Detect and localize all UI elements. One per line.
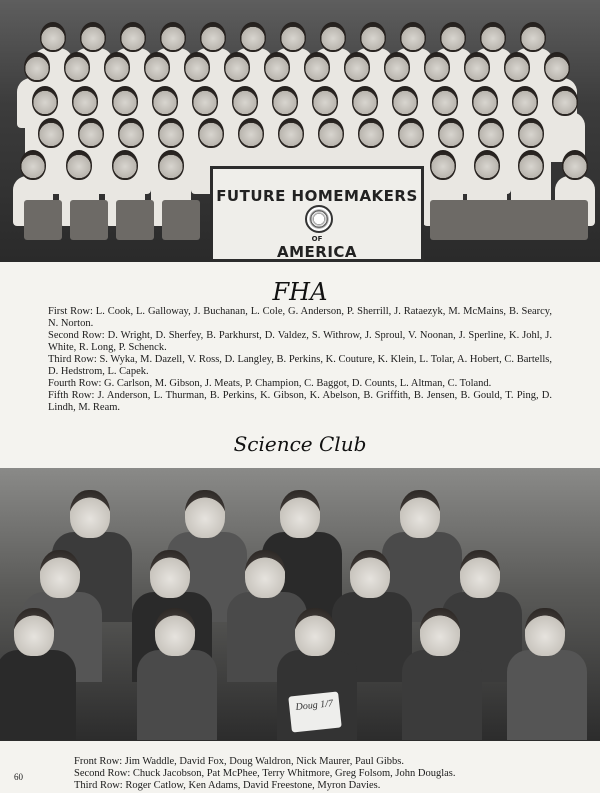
fha-member-skirt bbox=[24, 200, 62, 240]
fha-member-head bbox=[544, 52, 570, 82]
fha-member-head bbox=[312, 86, 338, 116]
fha-member-skirt bbox=[162, 200, 200, 240]
science-member-head bbox=[420, 608, 460, 656]
science-club-section-title: Science Club bbox=[233, 432, 367, 456]
science-member-head bbox=[185, 490, 225, 538]
fha-member-head bbox=[20, 150, 46, 180]
fha-member-head bbox=[304, 52, 330, 82]
fha-member-head bbox=[158, 118, 184, 148]
fha-member-head bbox=[464, 52, 490, 82]
science-member-head bbox=[14, 608, 54, 656]
fha-member-head bbox=[320, 22, 346, 52]
science-row-second: Second Row: Chuck Jacobson, Pat McPhee, Terry Whitmore, Greg Folsom, John Douglas. bbox=[74, 768, 456, 779]
science-row-third: Third Row: Roger Catlow, Ken Adams, David Freestone, Myron Davies. bbox=[74, 780, 381, 791]
page-number: 60 bbox=[14, 772, 23, 782]
fha-member-head bbox=[32, 86, 58, 116]
fha-row-5: Fifth Row: J. Anderson, L. Thurman, B. Perkins, K. Gibson, K. Abelson, B. Griffith, B. Jensen, B. Gould, T. Ping, D. Lindh, M. Ream. bbox=[48, 390, 552, 413]
fha-member-head bbox=[518, 118, 544, 148]
fha-member-head bbox=[184, 52, 210, 82]
fha-banner bbox=[210, 166, 424, 262]
science-member-body bbox=[507, 650, 587, 740]
fha-member-head bbox=[384, 52, 410, 82]
fha-member-head bbox=[118, 118, 144, 148]
fha-member-head bbox=[66, 150, 92, 180]
science-member-head bbox=[150, 550, 190, 598]
banner-line-3: AMERICA bbox=[276, 243, 358, 261]
fha-member-head bbox=[200, 22, 226, 52]
science-member-body bbox=[137, 650, 217, 740]
fha-member-head bbox=[430, 150, 456, 180]
fha-member-head bbox=[562, 150, 588, 180]
fha-member-head bbox=[64, 52, 90, 82]
fha-row-1: First Row: L. Cook, L. Galloway, J. Buchanan, L. Cole, G. Anderson, P. Sherrill, J. Rataezyk, M. McMains, B. Searcy, N. Norton. bbox=[48, 306, 552, 329]
science-club-caption bbox=[74, 756, 554, 792]
fha-member-head bbox=[480, 22, 506, 52]
fha-member-head bbox=[472, 86, 498, 116]
fha-member-head bbox=[104, 52, 130, 82]
science-member-head bbox=[350, 550, 390, 598]
fha-member-head bbox=[80, 22, 106, 52]
fha-member-head bbox=[518, 150, 544, 180]
fha-member-head bbox=[440, 22, 466, 52]
science-member-body bbox=[0, 650, 76, 740]
science-member-head bbox=[155, 608, 195, 656]
fha-member-head bbox=[198, 118, 224, 148]
science-member-body bbox=[402, 650, 482, 740]
fha-member-head bbox=[232, 86, 258, 116]
fha-member-head bbox=[278, 118, 304, 148]
fha-member-head bbox=[474, 150, 500, 180]
science-member-head bbox=[400, 490, 440, 538]
fha-emblem-icon bbox=[305, 205, 333, 233]
doug-sign-card: Doug 1/7 bbox=[288, 691, 341, 732]
science-member-head bbox=[460, 550, 500, 598]
fha-row-2: Second Row: D. Wright, D. Sherfey, B. Parkhurst, D. Valdez, S. Withrow, J. Sproul, V. Noonan, J. Sperline, K. Johl, J. White, R. Long, P. Schenck. bbox=[48, 330, 552, 353]
banner-line-2: OF bbox=[311, 235, 323, 243]
fha-member-head bbox=[504, 52, 530, 82]
fha-member-head bbox=[392, 86, 418, 116]
fha-member-head bbox=[224, 52, 250, 82]
fha-member-head bbox=[238, 118, 264, 148]
fha-member-head bbox=[432, 86, 458, 116]
fha-member-head bbox=[424, 52, 450, 82]
fha-member-head bbox=[144, 52, 170, 82]
fha-member-head bbox=[478, 118, 504, 148]
banner-line-1: FUTURE HOMEMAKERS bbox=[216, 187, 418, 205]
science-member-head bbox=[245, 550, 285, 598]
fha-member-head bbox=[160, 22, 186, 52]
fha-member-head bbox=[360, 22, 386, 52]
fha-section-title: FHA bbox=[272, 278, 328, 306]
fha-member-head bbox=[552, 86, 578, 116]
fha-group-photo bbox=[0, 0, 600, 262]
fha-member-head bbox=[280, 22, 306, 52]
science-member-head bbox=[70, 490, 110, 538]
fha-row-3: Third Row: S. Wyka, M. Dazell, V. Ross, D. Langley, B. Perkins, K. Couture, K. Klein, L. Tolar, A. Hobert, C. Bartells, D. Hedstrom, L. Capek. bbox=[48, 354, 552, 377]
fha-member-head bbox=[24, 52, 50, 82]
science-member-head bbox=[295, 608, 335, 656]
fha-caption bbox=[48, 306, 552, 414]
fha-member-head bbox=[72, 86, 98, 116]
science-member-head bbox=[525, 608, 565, 656]
fha-member-skirt bbox=[70, 200, 108, 240]
fha-member-head bbox=[438, 118, 464, 148]
fha-member-head bbox=[272, 86, 298, 116]
fha-member-skirt bbox=[116, 200, 154, 240]
fha-member-head bbox=[40, 22, 66, 52]
fha-member-head bbox=[344, 52, 370, 82]
fha-member-head bbox=[158, 150, 184, 180]
fha-member-head bbox=[120, 22, 146, 52]
fha-member-head bbox=[398, 118, 424, 148]
fha-member-head bbox=[240, 22, 266, 52]
fha-member-head bbox=[512, 86, 538, 116]
fha-member-skirt bbox=[550, 200, 588, 240]
fha-member-head bbox=[152, 86, 178, 116]
fha-row-4: Fourth Row: G. Carlson, M. Gibson, J. Meats, P. Champion, C. Baggot, D. Counts, L. Altman, C. Toland. bbox=[48, 378, 492, 389]
fha-member-head bbox=[352, 86, 378, 116]
fha-member-head bbox=[112, 150, 138, 180]
fha-member-head bbox=[112, 86, 138, 116]
science-member-head bbox=[40, 550, 80, 598]
fha-member-head bbox=[38, 118, 64, 148]
fha-member-head bbox=[192, 86, 218, 116]
fha-member-head bbox=[358, 118, 384, 148]
fha-member-head bbox=[318, 118, 344, 148]
fha-member-head bbox=[264, 52, 290, 82]
fha-member-head bbox=[78, 118, 104, 148]
fha-member-head bbox=[520, 22, 546, 52]
science-member-head bbox=[280, 490, 320, 538]
fha-member-head bbox=[400, 22, 426, 52]
science-row-front: Front Row: Jim Waddle, David Fox, Doug Waldron, Nick Maurer, Paul Gibbs. bbox=[74, 756, 404, 767]
